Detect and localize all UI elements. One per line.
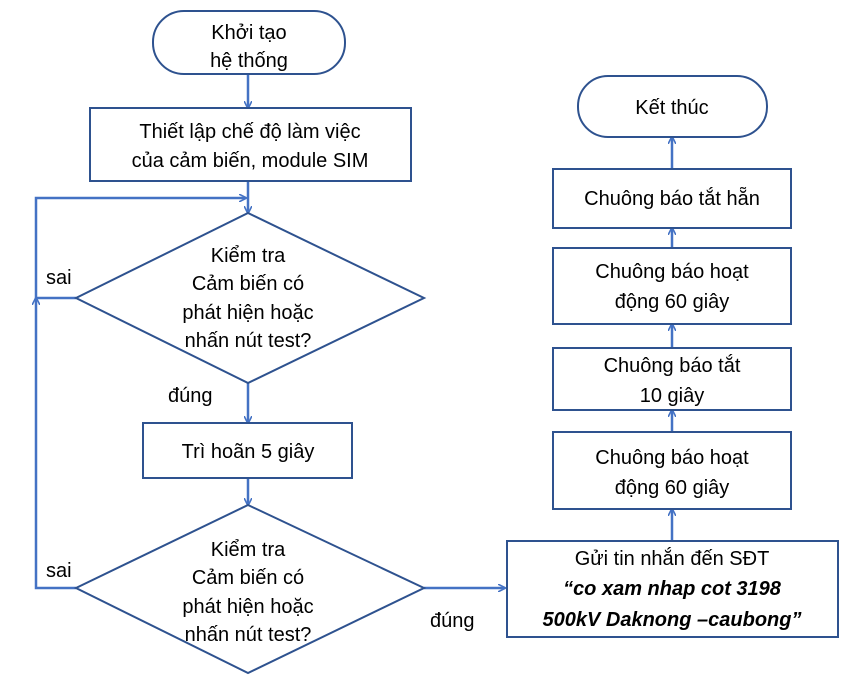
- bell-off-final-label: Chuông báo tắt hẵn: [584, 188, 760, 210]
- bell-on-2-line-2: động 60 giây: [614, 291, 730, 313]
- setup-line-1: Thiết lập chế độ làm việc: [139, 121, 361, 143]
- node-check2: [76, 505, 424, 673]
- arrow-check2-no-loop: [36, 298, 76, 588]
- check2-line-3: phát hiện hoặc: [182, 596, 314, 618]
- edge-label-no-2: sai: [46, 560, 72, 582]
- node-end: [578, 76, 767, 137]
- check1-line-1: Kiểm tra: [210, 245, 286, 267]
- node-check1: [76, 213, 424, 383]
- check2-line-1: Kiểm tra: [210, 539, 286, 561]
- edge-label-yes-1: đúng: [168, 385, 213, 407]
- delay-label: Trì hoãn 5 giây: [181, 441, 315, 463]
- setup-line-2: của cảm biến, module SIM: [131, 150, 369, 172]
- edge-label-no-1: sai: [46, 267, 72, 289]
- start-line-1: Khởi tạo: [211, 22, 287, 44]
- sms-line-2: “co xam nhap cot 3198: [563, 578, 781, 600]
- node-delay: [143, 423, 352, 478]
- bell-on-2-line-1: Chuông báo hoạt: [595, 261, 749, 283]
- bell-off-10-line-2: 10 giây: [639, 385, 705, 407]
- check2-line-4: nhấn nút test?: [184, 624, 312, 646]
- check1-line-3: phát hiện hoặc: [182, 302, 314, 324]
- check1-line-4: nhấn nút test?: [184, 330, 312, 352]
- check2-line-2: Cảm biến có: [191, 567, 305, 589]
- bell-off-10-line-1: Chuông báo tắt: [603, 355, 741, 377]
- check1-line-2: Cảm biến có: [191, 273, 305, 295]
- bell-on-1-line-1: Chuông báo hoạt: [595, 447, 749, 469]
- node-bell-off-final: [553, 169, 791, 228]
- sms-line-1: Gửi tin nhắn đến SĐT: [574, 548, 770, 570]
- edge-label-yes-2: đúng: [430, 610, 475, 632]
- node-setup: [90, 108, 411, 181]
- node-bell-on-2: [553, 248, 791, 324]
- node-bell-on-1: [553, 432, 791, 509]
- start-line-2: hệ thống: [210, 50, 288, 72]
- node-bell-off-10: [553, 348, 791, 410]
- end-label: Kết thúc: [635, 97, 709, 119]
- node-send-sms: [507, 541, 838, 637]
- bell-on-1-line-2: động 60 giây: [614, 477, 730, 499]
- node-start: [153, 11, 345, 74]
- sms-line-3: 500kV Daknong –caubong”: [542, 609, 802, 631]
